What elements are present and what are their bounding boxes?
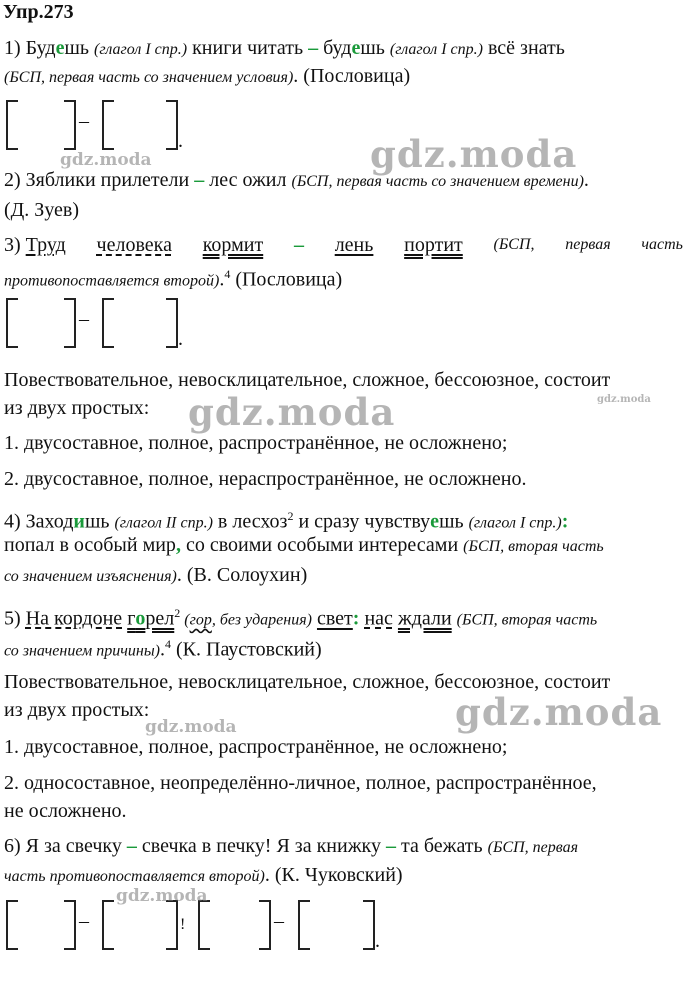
dash-highlight: –	[194, 169, 205, 191]
scheme-period: .	[178, 130, 183, 152]
close-bracket	[363, 900, 375, 950]
text: .	[160, 638, 165, 661]
scheme-exclamation: !	[180, 916, 186, 933]
sentence-5-line-2	[4, 632, 322, 664]
text: .	[583, 169, 589, 191]
text: 2. односоставное, неопределённо-личное, полное, распространённое,	[4, 772, 597, 794]
text: всё знать	[482, 37, 565, 59]
watermark-logo: gdz.moda	[455, 690, 663, 734]
source: (К. Паустовский)	[171, 638, 322, 661]
close-bracket	[166, 100, 178, 150]
close-bracket	[64, 100, 76, 150]
text: шь	[64, 37, 94, 59]
object-word: нас	[364, 607, 393, 630]
text: Повествовательное, невосклицательное, сложное, бессоюзное, состоит	[4, 369, 611, 391]
source: . (К. Чуковский)	[264, 864, 403, 886]
scheme-2	[6, 298, 191, 348]
dash-highlight: –	[293, 234, 304, 256]
grammar-note: (БСП, вторая часть	[456, 611, 598, 629]
vowel-highlight: и	[73, 510, 85, 533]
grammar-note: противопоставляется второй)	[4, 272, 220, 290]
close-bracket	[166, 900, 178, 950]
text: шь	[360, 37, 390, 59]
open-bracket	[6, 100, 18, 150]
text: и сразу чувству	[293, 510, 431, 533]
scheme-dash: –	[79, 110, 89, 132]
grammar-note: часть противопоставляется второй)	[4, 868, 265, 885]
grammar-note: со значением изъяснения)	[4, 568, 177, 585]
watermark-logo: gdz.moda	[116, 886, 208, 906]
scheme-dash: –	[79, 910, 89, 932]
text: лес ожил	[204, 169, 292, 191]
attribute-word: человека	[96, 234, 172, 256]
scheme-dash: –	[274, 910, 284, 932]
vowel-highlight: е	[55, 37, 65, 59]
grammar-note: со значением причины)	[4, 642, 160, 660]
sentence-4-line-3	[4, 563, 307, 589]
dash-highlight: –	[385, 835, 396, 857]
colon-highlight: :	[561, 510, 569, 533]
analysis-1-line-1	[4, 368, 683, 392]
text: в лесхоз	[212, 510, 288, 533]
grammar-note: (глагол I спр.)	[389, 41, 483, 58]
close-bracket	[166, 298, 178, 348]
subject-word: свет	[316, 607, 353, 630]
watermark-logo: gdz.moda	[370, 132, 578, 176]
source: . (Пословица)	[293, 65, 411, 87]
watermark-logo: gdz.moda	[145, 717, 237, 737]
text: шь	[84, 510, 115, 533]
text: книги читать	[187, 37, 309, 59]
grammar-note: (глагол II спр.)	[114, 514, 213, 532]
grammar-note: (БСП, первая часть со значением времени)	[291, 173, 584, 190]
footnote-mark: 2	[174, 606, 181, 620]
text: 3)	[4, 234, 26, 256]
source: (Пословица)	[230, 268, 343, 291]
analysis-2-item-1: 1. двусоставное, полное, распространённое, не осложнено;	[4, 736, 508, 758]
scheme-3	[6, 900, 386, 952]
text: та бежать	[395, 835, 488, 857]
dash-highlight: –	[126, 835, 137, 857]
grammar-note: (БСП, первая часть со значением условия)	[4, 69, 294, 86]
watermark-logo: gdz.moda	[188, 390, 396, 434]
watermark-logo: gdz.moda	[60, 150, 152, 170]
open-bracket	[102, 900, 114, 950]
predicate-word: портит	[404, 234, 463, 256]
dash-highlight: –	[308, 37, 319, 59]
grammar-note: часть	[641, 236, 683, 253]
text: Повествовательное, невосклицательное, сложное, бессоюзное, состоит	[4, 671, 611, 693]
predicate-word: ждали	[397, 607, 452, 630]
grammar-note: первая	[565, 236, 611, 253]
grammar-note: (БСП, вторая часть	[463, 538, 604, 555]
text: г	[127, 607, 136, 630]
sentence-3-line-1	[4, 233, 683, 257]
sentence-1-line-2	[4, 64, 410, 90]
open-bracket	[102, 100, 114, 150]
predicate-word: кормит	[202, 234, 264, 256]
text: рел	[145, 607, 175, 630]
footnote-mark: 4	[224, 267, 231, 281]
open-bracket	[298, 900, 310, 950]
word-group	[4, 233, 66, 257]
sentence-4-line-2	[4, 533, 604, 559]
analysis-1-item-2: 2. двусоставное, полное, нераспространённое, не осложнено.	[4, 468, 527, 490]
text: свечка в печку! Я за книжку	[136, 835, 386, 857]
close-bracket	[259, 900, 271, 950]
grammar-note: (БСП, первая	[487, 839, 579, 856]
text: буд	[318, 37, 352, 59]
comma-highlight: ,	[175, 534, 181, 556]
exercise-title: Упр.273	[3, 1, 74, 23]
colon-highlight: :	[352, 607, 365, 630]
vowel-highlight: о	[135, 607, 146, 630]
analysis-2-item-2	[4, 771, 683, 795]
open-bracket	[6, 298, 18, 348]
grammar-note: (глагол I спр.)	[468, 514, 562, 532]
open-bracket	[102, 298, 114, 348]
analysis-2-item-2-cont: не осложнено.	[4, 800, 127, 822]
text: 4) Заход	[4, 510, 74, 533]
sentence-4-line-1	[4, 504, 568, 536]
predicate-word	[127, 608, 174, 630]
text: 2) Зяблики прилетели	[4, 169, 195, 191]
scheme-period: .	[178, 328, 183, 350]
source: . (В. Солоухин)	[176, 564, 308, 586]
subject-word: лень	[334, 234, 374, 256]
root-mark: гор	[189, 611, 212, 629]
scheme-1	[6, 100, 191, 150]
analysis-1-line-2: из двух простых:	[4, 397, 150, 419]
open-bracket	[6, 900, 18, 950]
text: со своими особыми интересами	[180, 534, 464, 556]
scheme-period: .	[375, 930, 380, 952]
text: шь	[439, 510, 469, 533]
sentence-1-line-1	[4, 36, 565, 62]
footnote-mark: 4	[165, 637, 171, 651]
text: попал в особый мир	[4, 534, 176, 556]
scheme-dash: –	[79, 308, 89, 330]
watermark-logo: gdz.moda	[597, 394, 651, 405]
text: .	[219, 268, 225, 291]
analysis-1-item-1: 1. двусоставное, полное, распространённое, не осложнено;	[4, 432, 508, 454]
grammar-note: (глагол I спр.)	[93, 41, 188, 58]
sentence-6-line-1	[4, 834, 578, 860]
grammar-note: , без ударения)	[211, 611, 312, 629]
close-bracket	[64, 900, 76, 950]
open-bracket	[198, 900, 210, 950]
footnote-mark: 2	[287, 509, 294, 523]
vowel-highlight: е	[430, 510, 440, 533]
text: 5)	[4, 607, 26, 630]
grammar-note: (	[180, 611, 190, 629]
grammar-note: (БСП,	[493, 236, 535, 253]
sentence-3-line-2	[4, 262, 342, 294]
subject-word: Труд	[25, 234, 66, 256]
vowel-highlight: е	[351, 37, 361, 59]
analysis-2-line-2: из двух простых:	[4, 699, 150, 721]
sentence-2-line-2: (Д. Зуев)	[4, 199, 80, 221]
text: 1) Буд	[4, 37, 56, 59]
adverbial-phrase: На кордоне	[25, 607, 123, 630]
close-bracket	[64, 298, 76, 348]
sentence-5-line-1	[4, 601, 597, 633]
text: 6) Я за свечку	[4, 835, 127, 857]
